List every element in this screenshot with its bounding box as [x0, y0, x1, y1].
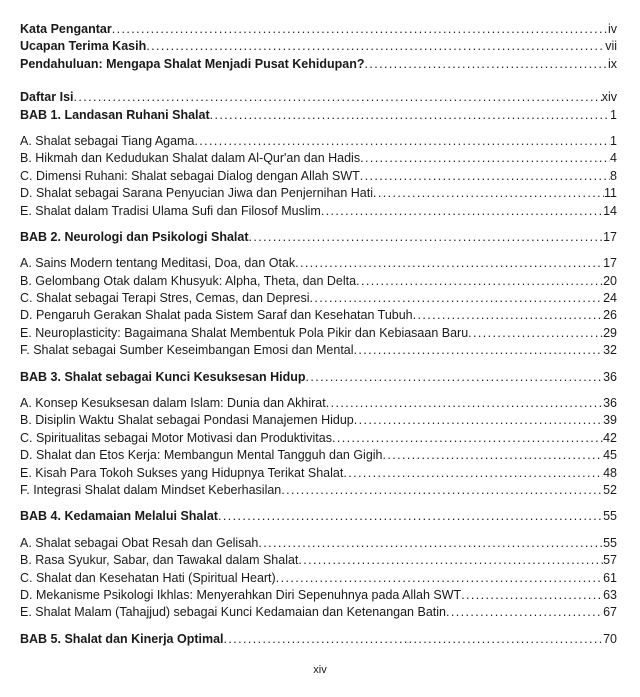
toc-entry-label: B. Rasa Syukur, Sabar, dan Tawakal dalam Shalat [20, 553, 299, 568]
toc-entry [20, 535, 617, 552]
toc-entry [20, 168, 617, 185]
toc-entry-page: 1 [610, 133, 617, 148]
toc-entry [20, 508, 617, 525]
dot-leader [321, 203, 603, 220]
toc-entry-page: 55 [603, 509, 617, 524]
dot-leader [354, 342, 604, 359]
page-number-footer: xiv [313, 664, 327, 676]
dot-leader [373, 185, 604, 202]
toc-entry-page: 14 [603, 203, 617, 218]
dot-leader [224, 631, 604, 648]
toc-entry-page: 11 [604, 186, 617, 201]
toc-entry-label: BAB 4. Kedamaian Melalui Shalat [20, 509, 218, 524]
toc-entry [20, 465, 617, 482]
toc-entry-page: 61 [603, 570, 617, 585]
toc-group [20, 21, 617, 73]
dot-leader [146, 38, 605, 55]
toc-entry-label: A. Sains Modern tentang Meditasi, Doa, dan Otak [20, 256, 296, 271]
toc-entry-page: ix [607, 56, 617, 71]
toc-entry-page: 17 [603, 256, 617, 271]
toc-entry [20, 203, 617, 220]
toc-entry-label: D. Shalat sebagai Sarana Penyucian Jiwa dan Penjernihan Hati [20, 186, 374, 201]
toc-entry-label: B. Gelombang Otak dalam Khusyuk: Alpha, Theta, dan Delta [20, 273, 357, 288]
dot-leader [295, 255, 603, 272]
dot-leader [413, 307, 603, 324]
toc-entry [20, 273, 617, 290]
dot-leader [461, 587, 603, 604]
dot-leader [298, 552, 603, 569]
toc-entry [20, 631, 617, 648]
toc-entry-label: A. Shalat sebagai Obat Resah dan Gelisah [20, 535, 259, 550]
toc-entry-label: E. Shalat dalam Tradisi Ulama Sufi dan Filosof Muslim [20, 203, 321, 218]
dot-leader [383, 447, 604, 464]
dot-leader [310, 290, 604, 307]
toc-entry-page: 8 [610, 168, 617, 183]
toc-entry-label: C. Dimensi Ruhani: Shalat sebagai Dialog dengan Allah SWT [20, 168, 360, 183]
toc-entry-page: 57 [603, 553, 617, 568]
toc-entry-page: 45 [603, 448, 617, 463]
toc-entry [20, 307, 617, 324]
toc-entry-page: 55 [603, 535, 617, 550]
toc-entry [20, 369, 617, 386]
toc-entry-label: E. Shalat Malam (Tahajjud) sebagai Kunci Kedamaian dan Ketenangan Batin [20, 605, 446, 620]
toc-entry-label: C. Shalat dan Kesehatan Hati (Spiritual Heart) [20, 570, 276, 585]
dot-leader [354, 412, 603, 429]
toc-entry [20, 150, 617, 167]
dot-leader [468, 325, 603, 342]
toc-list [20, 21, 617, 648]
dot-leader [446, 604, 603, 621]
toc-entry-label: Daftar Isi [20, 90, 74, 105]
dot-leader [306, 369, 604, 386]
toc-entry-label: BAB 2. Neurologi dan Psikologi Shalat [20, 229, 249, 244]
dot-leader [218, 508, 603, 525]
dot-leader [112, 21, 608, 38]
toc-entry-page: vii [605, 39, 617, 54]
dot-leader [356, 273, 603, 290]
toc-group [20, 229, 617, 246]
toc-entry-label: C. Shalat sebagai Terapi Stres, Cemas, dan Depresi [20, 291, 310, 306]
dot-leader [258, 535, 603, 552]
dot-leader [332, 430, 603, 447]
toc-entry [20, 255, 617, 272]
toc-entry [20, 185, 617, 202]
dot-leader [249, 229, 604, 246]
toc-group [20, 631, 617, 648]
toc-entry-page: iv [607, 22, 617, 36]
toc-entry [20, 587, 617, 604]
toc-entry-label: C. Spiritualitas sebagai Motor Motivasi dan Produktivitas [20, 430, 332, 445]
toc-entry-page: 20 [603, 273, 617, 288]
toc-entry [20, 56, 617, 73]
toc-entry-page: 39 [603, 413, 617, 428]
toc-entry [20, 552, 617, 569]
toc-group [20, 369, 617, 386]
toc-entry [20, 447, 617, 464]
toc-entry-label: F. Shalat sebagai Sumber Keseimbangan Emosi dan Mental [20, 343, 354, 358]
toc-entry [20, 342, 617, 359]
toc-entry-page: 24 [603, 291, 617, 306]
toc-entry-page: 29 [603, 325, 617, 340]
dot-leader [364, 56, 607, 73]
toc-entry-page: 36 [603, 369, 617, 384]
toc-entry [20, 21, 617, 38]
toc-entry [20, 412, 617, 429]
toc-entry-label: BAB 5. Shalat dan Kinerja Optimal [20, 631, 224, 646]
dot-leader [281, 482, 603, 499]
toc-entry-page: 67 [603, 605, 617, 620]
toc-entry [20, 89, 617, 106]
toc-group [20, 508, 617, 525]
dot-leader [74, 89, 602, 106]
toc-entry [20, 604, 617, 621]
toc-entry-page: 48 [603, 465, 617, 480]
toc-entry [20, 430, 617, 447]
toc-entry-label: B. Hikmah dan Kedudukan Shalat dalam Al-Qur'an dan Hadis [20, 151, 361, 166]
toc-group [20, 133, 617, 220]
toc-entry-page: 4 [610, 151, 617, 166]
toc-entry-label: E. Kisah Para Tokoh Sukses yang Hidupnya Terikat Shalat [20, 465, 344, 480]
dot-leader [210, 107, 610, 124]
toc-entry [20, 395, 617, 412]
dot-leader [360, 168, 610, 185]
toc-entry-label: A. Shalat sebagai Tiang Agama [20, 133, 195, 148]
dot-leader [326, 395, 603, 412]
toc-entry-page: 17 [603, 229, 617, 244]
toc-entry-page: 36 [603, 396, 617, 411]
toc-group [20, 535, 617, 622]
toc-entry-page: 63 [603, 587, 617, 602]
toc-entry-label: Ucapan Terima Kasih [20, 39, 147, 54]
toc-entry-label: BAB 1. Landasan Ruhani Shalat [20, 107, 210, 122]
toc-entry-page: 1 [610, 107, 617, 122]
toc-entry [20, 570, 617, 587]
toc-entry-label: Kata Pengantar [20, 22, 112, 36]
toc-entry [20, 38, 617, 55]
toc-entry-label: D. Mekanisme Psikologi Ikhlas: Menyerahkan Diri Sepenuhnya pada Allah SWT [20, 587, 462, 602]
toc-entry-label: F. Integrasi Shalat dalam Mindset Keberhasilan [20, 482, 282, 497]
toc-entry-label: B. Disiplin Waktu Shalat sebagai Pondasi Manajemen Hidup [20, 413, 354, 428]
toc-group [20, 395, 617, 499]
toc-group [20, 255, 617, 359]
toc-entry-page: 52 [603, 482, 617, 497]
toc-entry-page: 42 [603, 430, 617, 445]
toc-entry [20, 229, 617, 246]
toc-entry [20, 133, 617, 150]
toc-entry [20, 325, 617, 342]
dot-leader [276, 570, 603, 587]
toc-entry-label: E. Neuroplasticity: Bagaimana Shalat Membentuk Pola Pikir dan Kebiasaan Baru [20, 325, 469, 340]
toc-entry [20, 107, 617, 124]
toc-entry-label: D. Shalat dan Etos Kerja: Membangun Mental Tangguh dan Gigih [20, 448, 383, 463]
dot-leader [194, 133, 610, 150]
toc-entry-label: A. Konsep Kesuksesan dalam Islam: Dunia dan Akhirat [20, 396, 326, 411]
toc-entry-label: D. Pengaruh Gerakan Shalat pada Sistem Saraf dan Kesehatan Tubuh [20, 308, 413, 323]
toc-entry-page: xiv [601, 90, 617, 105]
toc-entry [20, 482, 617, 499]
toc-entry [20, 290, 617, 307]
dot-leader [360, 150, 610, 167]
dot-leader [343, 465, 603, 482]
toc-entry-page: 26 [603, 308, 617, 323]
toc-entry-page: 70 [603, 631, 617, 646]
toc-entry-label: BAB 3. Shalat sebagai Kunci Kesuksesan Hidup [20, 369, 306, 384]
toc-group [20, 89, 617, 124]
toc-entry-label: Pendahuluan: Mengapa Shalat Menjadi Pusat Kehidupan? [20, 56, 365, 71]
toc-entry-page: 32 [603, 343, 617, 358]
